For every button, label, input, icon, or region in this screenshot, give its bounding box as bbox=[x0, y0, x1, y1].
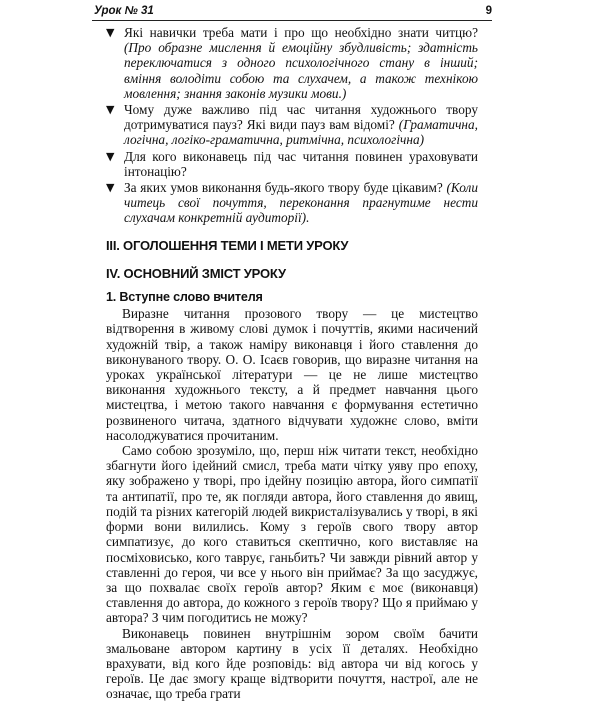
triangle-bullet-icon: ▼ bbox=[106, 26, 115, 39]
question-item bbox=[106, 25, 478, 101]
question-text: За яких умов виконання будь-якого твору буде цікавим? bbox=[124, 180, 447, 196]
question-answer: (Про образне мислення й емоційну збудливість; здатність переключатися з одного психологічного стану в інший; вміння володіти собою та слухачем, а також технікою мовлення; знання законів музики мови.) bbox=[124, 40, 478, 101]
triangle-bullet-icon: ▼ bbox=[106, 181, 115, 195]
question-answer: (Коли читець свої почуття, переконання прагнутиме нести слухачам конкретній аудиторії). bbox=[124, 180, 478, 226]
subsection-heading: 1. Вступне слово вчителя bbox=[106, 290, 263, 305]
question-text: Чому дуже важливо під час читання художнього твору дотримуватися пауз? Які види пауз вам відомі? bbox=[124, 102, 478, 133]
running-header bbox=[92, 4, 492, 21]
question-list bbox=[106, 25, 478, 226]
body-text bbox=[106, 306, 478, 701]
section-heading-4: IV. ОСНОВНИЙ ЗМІСТ УРОКУ bbox=[106, 265, 286, 281]
question-answer: (Граматична, логічна, логіко-граматична, ритмічна, психологічна) bbox=[124, 117, 478, 148]
paragraph: Виразне читання прозового твору — це мистецтво відтворення в живому слові думок і почуттів, якими насичений художній твір, а також наміру виконавця і його ставлення до виконуваного твору. О. О. Ісаєв говорив, що виразне читання на уроках української літератури — це не лише мистецтво виконання художнього тексту, а й предмет навчання цього мистецтва, і метою такого навчання є формування естетично розвиненого читача, здатного відчувати художнє слово, вміти насолоджуватися прочитаним. bbox=[106, 306, 478, 443]
question-item bbox=[106, 149, 478, 179]
paragraph: Само собою зрозуміло, що, перш ніж читати текст, необхідно збагнути його ідейний смисл, треба мати чітку уяву про епоху, яку зображено у творі, про ідейну позицію автора, його симпатії та антипатії, про те, як погляди автора, його ставлення до явищ, подій та різних категорій людей викристалізувались у творі, в які форми вони вилились. Кому з героїв свого твору автор симпатизує, до кого ставиться скептично, кого виставляє на посміховисько, кого таврує, ганьбить? Чи завжди рівний автор у ставленні до героя, чи все у нього він приймає? За що засуджує, за що похвалає своїх героїв автор? Яким є моє (виконавця) ставлення до автора, до кожного з героїв твору? Що я приймаю у автора? З чим погодитись не можу? bbox=[106, 443, 478, 626]
lesson-title: Урок № 31 bbox=[94, 5, 154, 17]
triangle-bullet-icon: ▼ bbox=[106, 149, 115, 163]
question-text: Для кого виконавець під час читання повинен ураховувати інтонацію? bbox=[124, 148, 478, 179]
paragraph: Виконавець повинен внутрішнім зором своїм бачити змальоване автором картину в усіх її деталях. Необхідно врахувати, від кого йде розповідь: від автора чи від когось у героїв. Це дає змогу краще відтворити почуття, настрої, але не означає, що треба грати bbox=[106, 625, 478, 702]
page-number: 9 bbox=[485, 5, 492, 17]
page-content bbox=[106, 25, 478, 702]
section-heading-3: III. ОГОЛОШЕННЯ ТЕМИ І МЕТИ УРОКУ bbox=[106, 237, 349, 253]
question-item bbox=[106, 102, 478, 148]
question-item bbox=[106, 180, 478, 226]
triangle-bullet-icon: ▼ bbox=[106, 103, 115, 117]
question-text: Які навички треба мати і про що необхідно знати читцю? bbox=[124, 25, 478, 40]
